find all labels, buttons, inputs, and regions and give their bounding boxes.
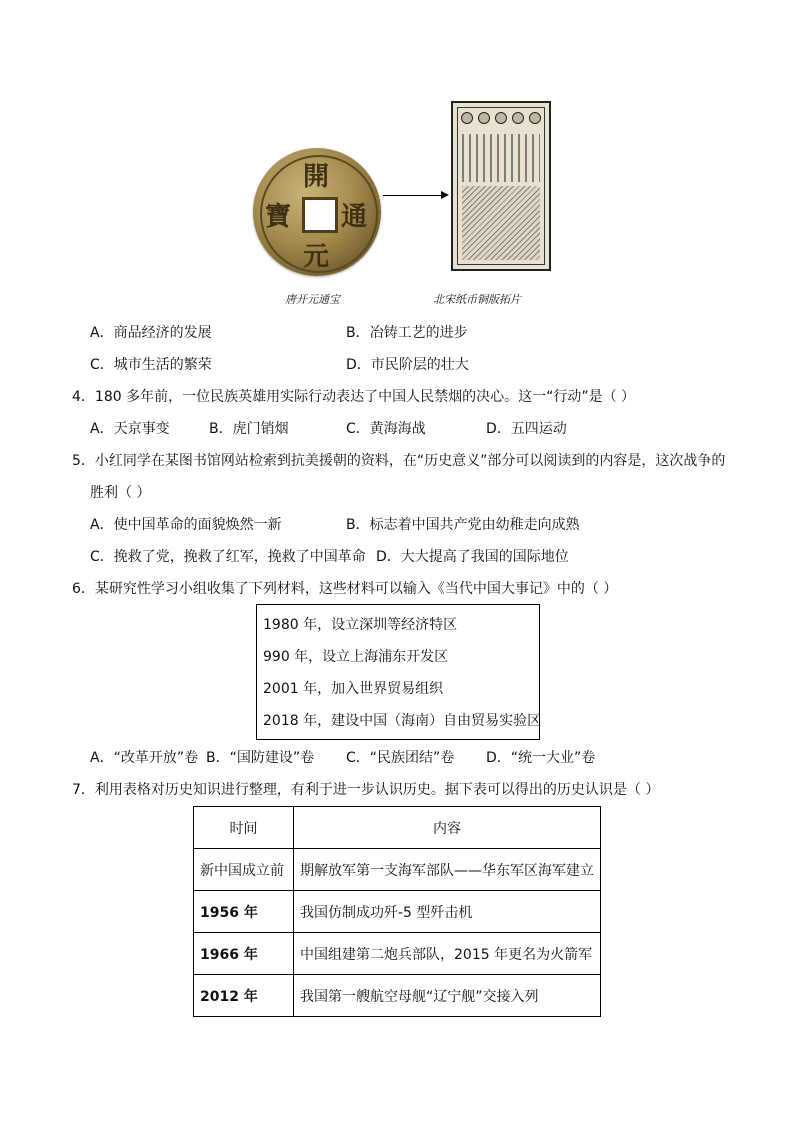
q4-stem: 4．180 多年前，一位民族英雄用实际行动表达了中国人民禁烟的决心。这一“行动”是（ ）	[72, 389, 636, 405]
banknote-coin-row	[461, 112, 541, 124]
q4-option-b: B．虎门销烟	[209, 421, 289, 437]
caption-song-banknote: 北宋纸币铜版拓片	[433, 293, 521, 306]
q6-option-a: A．“改革开放”卷	[90, 750, 199, 766]
q7-stem: 7．利用表格对历史知识进行整理，有利于进一步认识历史。据下表可以得出的历史认识是（ ）	[72, 782, 660, 798]
q5-option-d: D．大大提高了我国的国际地位	[376, 549, 569, 565]
q3-option-a: A．商品经济的发展	[90, 325, 212, 341]
coin-char-bottom: 元	[303, 242, 330, 272]
q5-option-b: B．标志着中国共产党由幼稚走向成熟	[346, 517, 580, 533]
q4-option-c: C．黄海海战	[346, 421, 426, 437]
q5-stem-line1: 5．小红同学在某图书馆网站检索到抗美援朝的资料，在“历史意义”部分可以阅读到的内容是，这次战争的	[72, 453, 726, 469]
coin-char-top: 開	[303, 162, 330, 192]
table-header-row	[194, 807, 601, 849]
q7-history-table	[193, 806, 601, 1017]
arrow-line	[383, 195, 443, 196]
table-cell-content: 中国组建第二炮兵部队，2015 年更名为火箭军	[294, 933, 601, 975]
q5-option-c: C．挽救了党，挽救了红军，挽救了中国革命	[90, 549, 366, 565]
q6-option-c: C．“民族团结”卷	[346, 750, 455, 766]
song-banknote-rubbing-image	[451, 101, 551, 271]
table-cell-time: 1956 年	[194, 891, 294, 933]
arrow-right-icon	[441, 191, 449, 199]
table-row	[194, 933, 601, 975]
table-row	[194, 891, 601, 933]
banknote-border	[457, 107, 545, 265]
q6-material-3: 2001 年，加入世界贸易组织	[263, 681, 444, 697]
table-row	[194, 975, 601, 1017]
q3-option-d: D．市民阶层的壮大	[346, 357, 469, 373]
q6-material-2: 990 年，设立上海浦东开发区	[263, 649, 449, 665]
q4-option-d: D．五四运动	[486, 421, 567, 437]
table-cell-content: 我国第一艘航空母舰“辽宁舰”交接入列	[294, 975, 601, 1017]
q6-option-b: B．“国防建设”卷	[206, 750, 315, 766]
coin-icon	[495, 112, 507, 124]
table-header-time: 时间	[194, 807, 294, 849]
table-header-content: 内容	[294, 807, 601, 849]
coin-icon	[478, 112, 490, 124]
q3-option-c: C．城市生活的繁荣	[90, 357, 212, 373]
caption-kaiyuan-coin: 唐开元通宝	[285, 293, 340, 306]
coin-square-hole	[302, 197, 338, 233]
banknote-text-block	[462, 134, 540, 182]
table-cell-time: 1966 年	[194, 933, 294, 975]
q6-material-4: 2018 年，建设中国（海南）自由贸易实验区	[263, 713, 542, 729]
q6-material-1: 1980 年，设立深圳等经济特区	[263, 617, 458, 633]
kaiyuan-coin-image	[253, 148, 381, 276]
q3-option-b: B．冶铸工艺的进步	[346, 325, 468, 341]
coin-icon	[512, 112, 524, 124]
coin-icon	[529, 112, 541, 124]
q5-option-a: A．使中国革命的面貌焕然一新	[90, 517, 282, 533]
q6-stem: 6．某研究性学习小组收集了下列材料，这些材料可以输入《当代中国大事记》中的（ ）	[72, 581, 618, 597]
table-row	[194, 849, 601, 891]
coin-icon	[461, 112, 473, 124]
table-cell-time: 2012 年	[194, 975, 294, 1017]
coin-char-right: 通	[341, 202, 368, 232]
table-cell-content: 期解放军第一支海军部队——华东军区海军建立	[294, 849, 601, 891]
table-cell-time: 新中国成立前	[194, 849, 294, 891]
q5-stem-line2: 胜利（ ）	[90, 485, 151, 501]
table-cell-content: 我国仿制成功歼-5 型歼击机	[294, 891, 601, 933]
q4-option-a: A．天京事变	[90, 421, 170, 437]
coin-char-left: 寶	[265, 202, 292, 232]
q6-option-d: D．“统一大业”卷	[486, 750, 596, 766]
banknote-scene-illustration	[462, 186, 540, 260]
